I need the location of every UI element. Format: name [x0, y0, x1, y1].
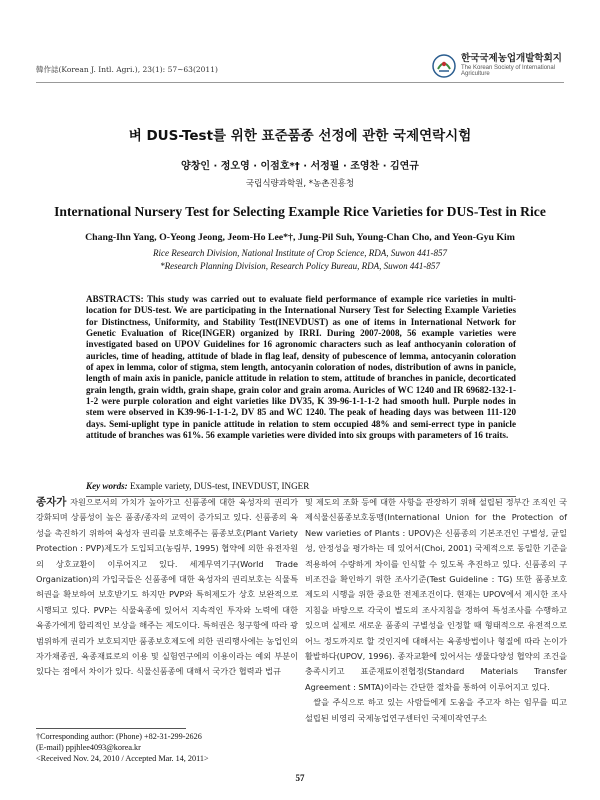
- society-logo: [432, 48, 562, 84]
- received-accepted-dates: <Received Nov. 24, 2010 / Accepted Mar. 14, 2011>: [36, 753, 209, 763]
- corresponding-author: †Corresponding author: (Phone) +82-31-299-2626: [36, 732, 202, 741]
- keywords: [86, 481, 516, 491]
- right-paragraph-2: 쌀을 주식으로 하고 있는 사람들에게 도움을 주고자 하는 임무를 띠고 설립된 비영리 국제농업연구센터인 국제미작연구소: [305, 697, 567, 723]
- abstract: ABSTRACTS: This study was carried out to evaluate field performance of example rice varieties in multi-location for DUS-test. We are participating in the International Nursery Test for Selecting Example Varieties for Distinctness, Uniformity, and Stability Test(INEVDUST) as one of items in International Network for Genetic Evaluation of Rice(INGER) organized by IRRI. During 2007-2008, 56 example varieties were investigated based on UPOV Guidelines for 16 agronomic characters such as leaf anthocyanin coloration of auricles, time of heading, attitude of blade in flag leaf, density of pubescence of lemma, antocyanin coloration of apex in lemma, color of stigma, stem length, antocyanin coloration of nodes, distribution of awns in panicle, length of main axis in panicle, panicle attitude in relation to stem, attitude of branches in panicle, decorticated grain length, grain width, grain shape, grain color and grain aroma. Auricles of WC 1240 and IR 69682-132-1-1-2 were purple coloration and eight varieties like DV35, K 39-96-1-1-1-2 had smooth hull. Purple nodes in stem were observed in K39-96-1-1-1-2, DV 85 and WC 1240. The peak of heading days was between 111-120 days. Semi-uplight type in panicle attitude in relation to stem occupied 48% and semi-errect type in panicle attitude of branches was 61%. 56 example varieties were divided into six groups with parameters of 16 traits.: [86, 294, 516, 441]
- footnotes: [36, 732, 298, 764]
- korean-title: 벼 DUS-Test를 위한 표준품종 선정에 관한 국제연락시험: [128, 128, 472, 144]
- intro-heading: 종자가: [36, 496, 67, 508]
- intro-text: 자원으로서의 가치가 높아가고 신품종에 대한 육성자의 권리가 강화되며 상품성이 높은 품종/종자의 교역이 증가되고 있다. 신품종의 육성을 촉진하기 위하여 육성자 권리를 보호해주는 품종보호(Plant Variety Protection : PVP)제도가 도입되고(농림부, 1995) 협약에 의한 유전자원의 상호교환이 이루어지고 있다. 세계무역기구(World Trade Organization)의 가입국들은 신품종에 대한 육성자의 권리보호는 식물특허권을 확보하여 보호받기도 하지만 PVP와 특허제도가 상호 보완적으로 시행되고 있다. PVP는 식물육종에 있어서 지속적인 투자와 노력에 대한 육종가에게 합리적인 보상을 해주는 제도이다. 특허권은 청구항에 따라 광범위하게 권리가 보호되지만 품종보호제도에 의한 권리행사에는 농업인의 자가채종권, 육종재료로의 이용 및 실험연구에의 이용이라는 예외 부분이 있다는 점에서 차이가 있다. 식물신품종에 대해서 국가간 협력과 법규: [36, 497, 298, 677]
- korean-authors: 양창인 · 정오영 · 이점호*† · 서정필 · 조영찬 · 김연규: [181, 161, 419, 172]
- english-title: International Nursery Test for Selecting Example Rice Varieties for DUS-Test in Rice: [54, 204, 546, 219]
- intro-paragraph: [36, 495, 298, 680]
- body-column-left: [36, 495, 298, 680]
- society-emblem-icon: [432, 54, 456, 78]
- corresponding-email: (E-mail) ppjhlee4093@korea.kr: [36, 742, 141, 752]
- korean-affiliation: 국립식량과학원, *농촌진흥청: [245, 179, 355, 189]
- keywords-label: Key words:: [86, 481, 128, 491]
- english-authors: Chang-Ihn Yang, O-Yeong Jeong, Jeom-Ho Lee*†, Jung-Pil Suh, Young-Chan Cho, and Yeon-Gyu Kim: [85, 232, 515, 243]
- english-affiliation-1: Rice Research Division, National Institute of Crop Science, RDA, Suwon 441-857: [152, 248, 448, 258]
- society-name: [461, 54, 562, 79]
- society-name-english-line1: The Korean Society of International: [461, 64, 556, 71]
- header-divider: [36, 82, 564, 83]
- journal-citation: 韓作誌(Korean J. Intl. Agri.), 23(1): 57~63(2011): [36, 65, 218, 74]
- body-column-right: [305, 495, 567, 726]
- society-name-korean: 한국국제농업개발학회지: [461, 52, 562, 64]
- keywords-text: Example variety, DUS-test, INEVDUST, INGER: [129, 481, 310, 491]
- footnote-divider: [36, 728, 186, 729]
- society-name-english-line2: Agriculture: [461, 71, 490, 78]
- right-paragraph-1: 및 제도의 조화 등에 대한 사항을 관장하기 위해 설립된 정부간 조직인 국제식물신품종보호동맹(International Union for the Protection of New varieties of Plants : UPOV)은 신품종의 기본조건인 구별성, 균일성, 안정성을 평가하는 데 있어서(Choi, 2001) 국제적으로 동일한 기준을 적용하여 수량하게 차이를 인식할 수 있도록 추진하고 있다. 신품종의 구비조건을 확인하기 위한 조사기준(Test Guideline : TG) 또한 품종보호제도의 시행을 위한 중요한 전제조건이다. 현재는 UPOV에서 제시한 조사지침을 바탕으로 각국이 별도의 조사지침을 정하여 특성조사를 수행하고 있으며 실제로 새로운 품종의 구별성을 인정할 때 형태적으로 유전적으로 어느 정도까지로 할 것인지에 대해서는 육종방법이나 형질에 따라 논이가 활발하다(UPOV, 1996). 종자교환에 있어서는 생물다양성 협약의 조건을 충족시키고 표준재료이전협정(Standard Materials Transfer Agreement : SMTA)이라는 간단한 절차를 통하여 이루어지고 있다.: [305, 497, 567, 692]
- page-number: 57: [295, 773, 305, 783]
- english-affiliation-2: *Research Planning Division, Research Policy Bureau, RDA, Suwon 441-857: [160, 261, 440, 271]
